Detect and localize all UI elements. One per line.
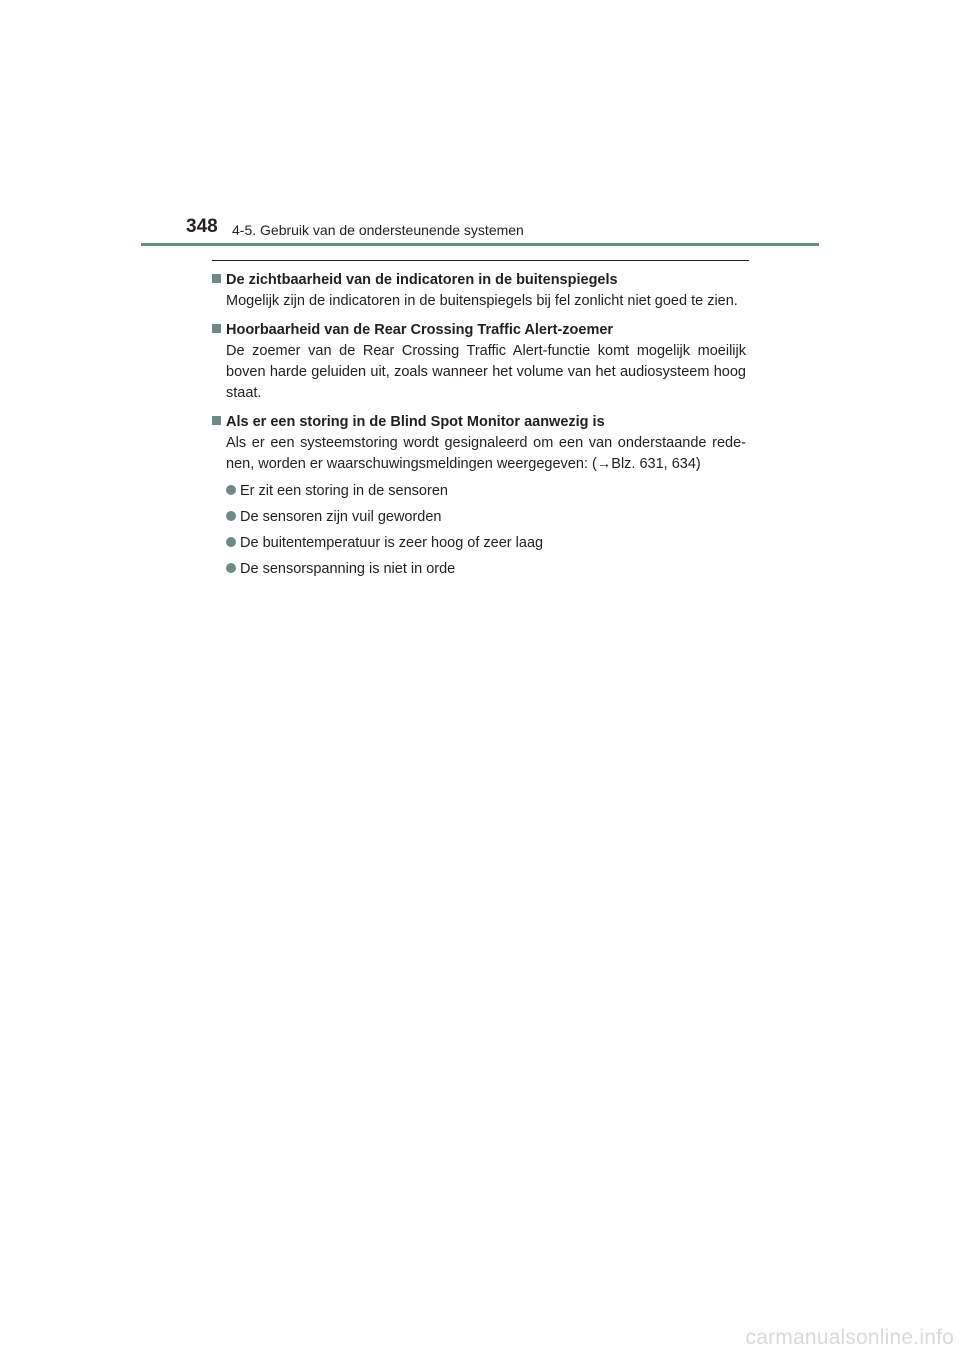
page-number: 348 [186, 216, 218, 237]
section-body [226, 433, 746, 580]
section-malfunction [212, 412, 746, 580]
list-item [226, 481, 746, 502]
square-bullet-icon [212, 324, 221, 333]
section-heading-text: Als er een storing in de Blind Spot Monitor aanwezig is [226, 414, 605, 430]
list-item [226, 507, 746, 528]
list-item [226, 533, 746, 554]
section-body-text: Als er een systeemstoring wordt gesignaleerd om een van onderstaande rede-nen, worden er waarschuwingsmeldingen weergegeven: (→Blz. 631, 634) [226, 435, 746, 472]
circle-bullet-icon [226, 485, 236, 495]
square-bullet-icon [212, 416, 221, 425]
page-content [212, 270, 746, 588]
square-bullet-icon [212, 274, 221, 283]
list-item-text: De sensoren zijn vuil geworden [240, 509, 442, 525]
watermark: carmanualsonline.info [745, 1326, 954, 1349]
list-item-text: De sensorspanning is niet in orde [240, 561, 456, 577]
list-item [226, 559, 746, 580]
circle-bullet-icon [226, 511, 236, 521]
section-body: De zoemer van de Rear Crossing Traffic Alert-functie komt mogelijk moeilijk boven harde geluiden uit, zoals wanneer het volume van het audiosysteem hoog staat. [226, 343, 746, 401]
list-item-text: Er zit een storing in de sensoren [240, 483, 448, 499]
chapter-title: 4-5. Gebruik van de ondersteunende systemen [232, 222, 524, 238]
header-divider [141, 243, 819, 246]
section-body: Mogelijk zijn de indicatoren in de buitenspiegels bij fel zonlicht niet goed te zien. [226, 293, 738, 309]
section-divider [212, 260, 749, 261]
circle-bullet-icon [226, 563, 236, 573]
section-buzzer [212, 320, 746, 404]
section-heading [212, 412, 746, 432]
list-item-text: De buitentemperatuur is zeer hoog of zeer laag [240, 535, 544, 551]
section-heading [212, 270, 746, 290]
section-heading [212, 320, 746, 340]
bullet-list [226, 481, 746, 580]
section-visibility [212, 270, 746, 312]
section-heading-text: De zichtbaarheid van de indicatoren in de buitenspiegels [226, 272, 618, 288]
circle-bullet-icon [226, 537, 236, 547]
section-heading-text: Hoorbaarheid van de Rear Crossing Traffic Alert-zoemer [226, 322, 614, 338]
